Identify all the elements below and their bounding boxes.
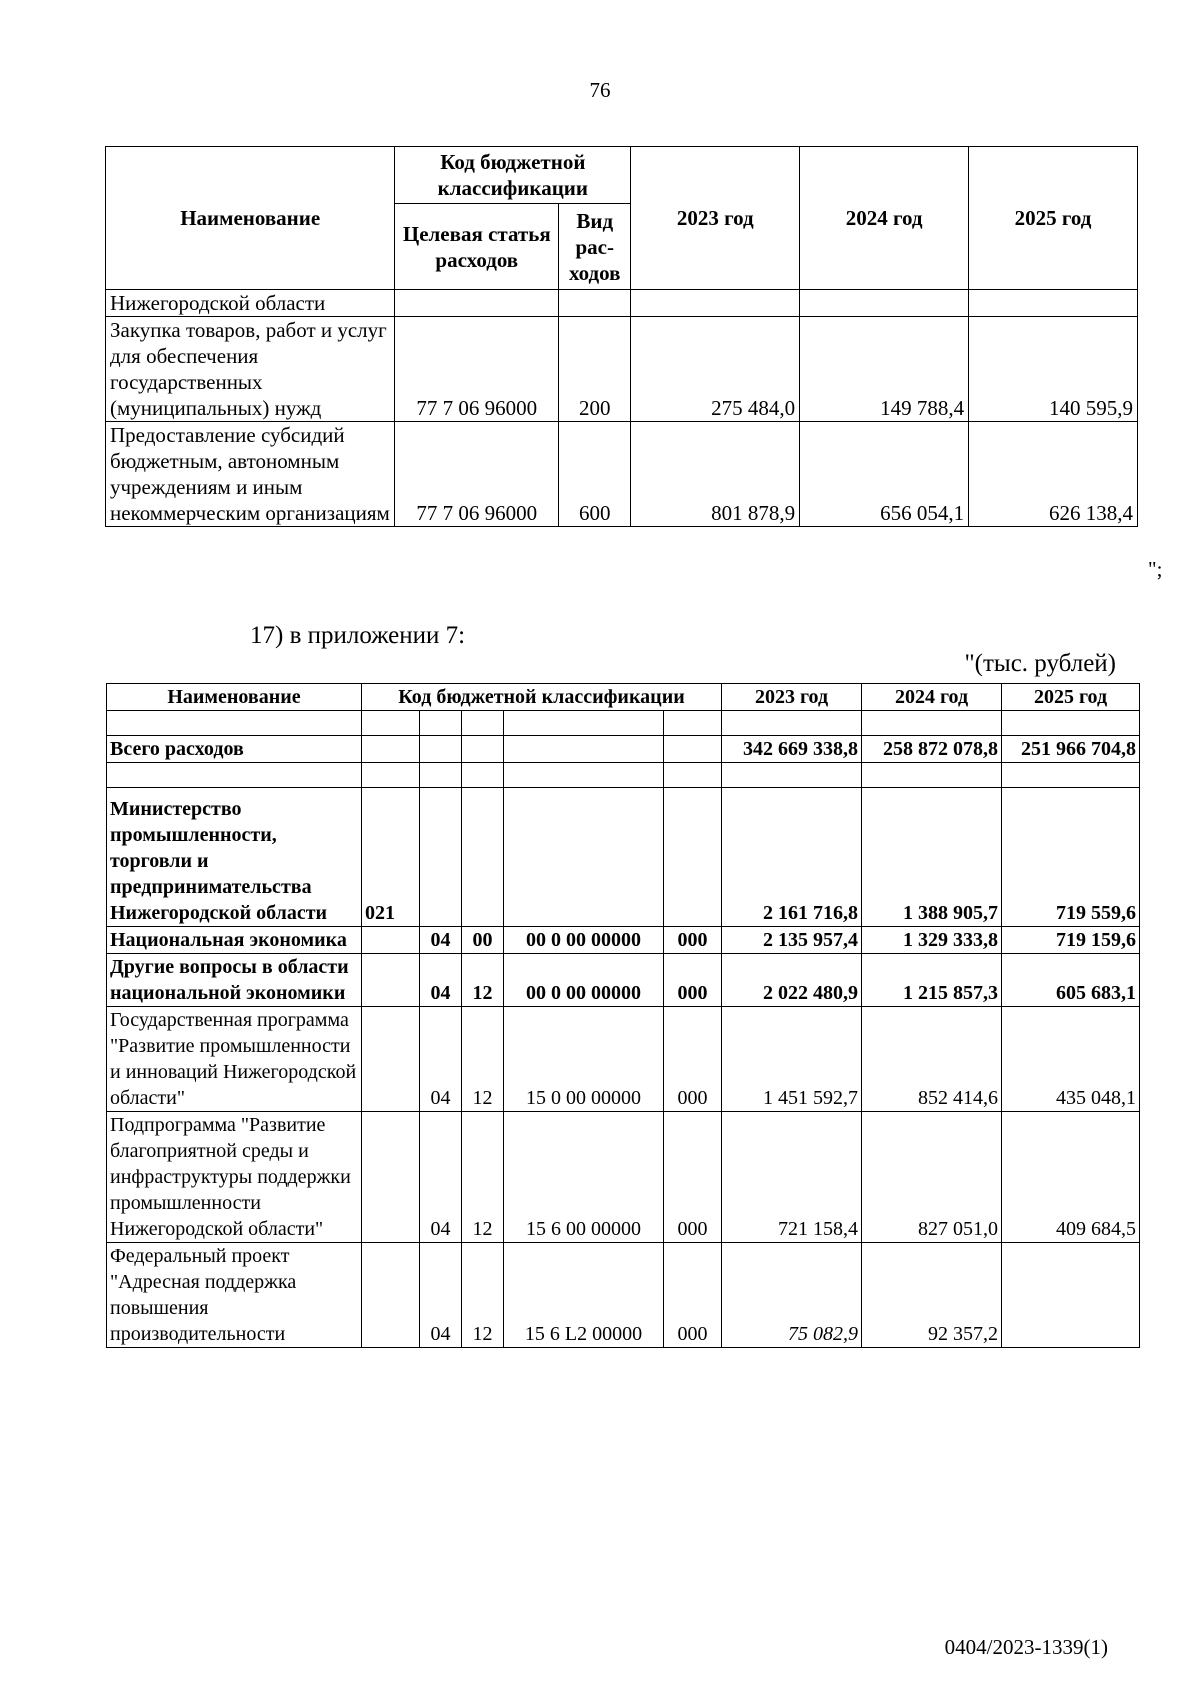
table-row: Закупка товаров, работ и услуг для обеспечения государственных (муниципальных) нужд 77 7 06 96000 200 275 484,0 149 788,4 140 595,9 [106, 317, 1138, 422]
header-2025: 2025 год [1002, 684, 1140, 711]
row-name: Федеральный проект "Адресная поддержка повышения производительности [107, 1243, 362, 1348]
spacer-row [107, 711, 1140, 736]
header-name: Наименование [106, 147, 395, 290]
row-name: Предоставление субсидий бюджетным, автономным учреждениям и иным некоммерческим организациям [106, 422, 395, 527]
appendix-7-table [106, 683, 1140, 1348]
section-title: 17) в приложении 7: [250, 622, 466, 649]
table-row: Национальная экономика 04 00 00 0 00 00000 000 2 135 957,4 1 329 333,8 719 159,6 [107, 927, 1140, 954]
units-label: "(тыс. рублей) [964, 650, 1116, 677]
table-row: Подпрограмма "Развитие благоприятной среды и инфраструктуры поддержки промышленности Нижегородской области" 04 12 15 6 00 00000 000 721 158,4 827 051,0 409 684,5 [107, 1112, 1140, 1243]
row-name: Подпрограмма "Развитие благоприятной среды и инфраструктуры поддержки промышленности Нижегородской области" [107, 1112, 362, 1243]
header-code-group: Код бюджетной классификации [395, 147, 631, 204]
header-2024: 2024 год [800, 147, 969, 290]
table-row: Предоставление субсидий бюджетным, автономным учреждениям и иным некоммерческим организациям 77 7 06 96000 600 801 878,9 656 054,1 626 138,4 [106, 422, 1138, 527]
row-name: Государственная программа "Развитие промышленности и инноваций Нижегородской области" [107, 1007, 362, 1112]
row-name: Национальная экономика [107, 927, 362, 954]
table-row: Министерство промышленности, торговли и предпринимательства Нижегородской области 021 2 161 716,8 1 388 905,7 719 559,6 [107, 788, 1140, 927]
header-name: Наименование [107, 684, 362, 711]
table-row: Государственная программа "Развитие промышленности и инноваций Нижегородской области" 04 12 15 0 00 00000 000 1 451 592,7 852 414,6 435 048,1 [107, 1007, 1140, 1112]
header-expense-type: Вид рас-ходов [559, 204, 631, 290]
budget-table-continuation [105, 146, 1138, 527]
closing-quote: "; [1148, 557, 1163, 581]
header-2024: 2024 год [862, 684, 1002, 711]
total-row: Всего расходов 342 669 338,8 258 872 078,8 251 966 704,8 [107, 736, 1140, 763]
header-2025: 2025 год [969, 147, 1138, 290]
row-name: Министерство промышленности, торговли и предпринимательства Нижегородской области [107, 788, 362, 927]
row-name: Нижегородской области [106, 290, 395, 317]
total-label: Всего расходов [107, 736, 362, 763]
spacer-row [107, 763, 1140, 788]
header-target-article: Целевая статья расходов [395, 204, 559, 290]
header-2023: 2023 год [722, 684, 862, 711]
table-row: Федеральный проект "Адресная поддержка повышения производительности 04 12 15 6 L2 00000 000 75 082,9 92 357,2 [107, 1243, 1140, 1348]
row-name: Другие вопросы в области национальной экономики [107, 954, 362, 1007]
table-row [106, 290, 1138, 317]
table-row: Другие вопросы в области национальной экономики 04 12 00 0 00 00000 000 2 022 480,9 1 215 857,3 605 683,1 [107, 954, 1140, 1007]
document-code: 0404/2023-1339(1) [944, 1635, 1108, 1659]
header-code: Код бюджетной классификации [362, 684, 722, 711]
row-name: Закупка товаров, работ и услуг для обеспечения государственных (муниципальных) нужд [106, 317, 395, 422]
header-2023: 2023 год [631, 147, 800, 290]
page-number: 76 [589, 78, 611, 102]
